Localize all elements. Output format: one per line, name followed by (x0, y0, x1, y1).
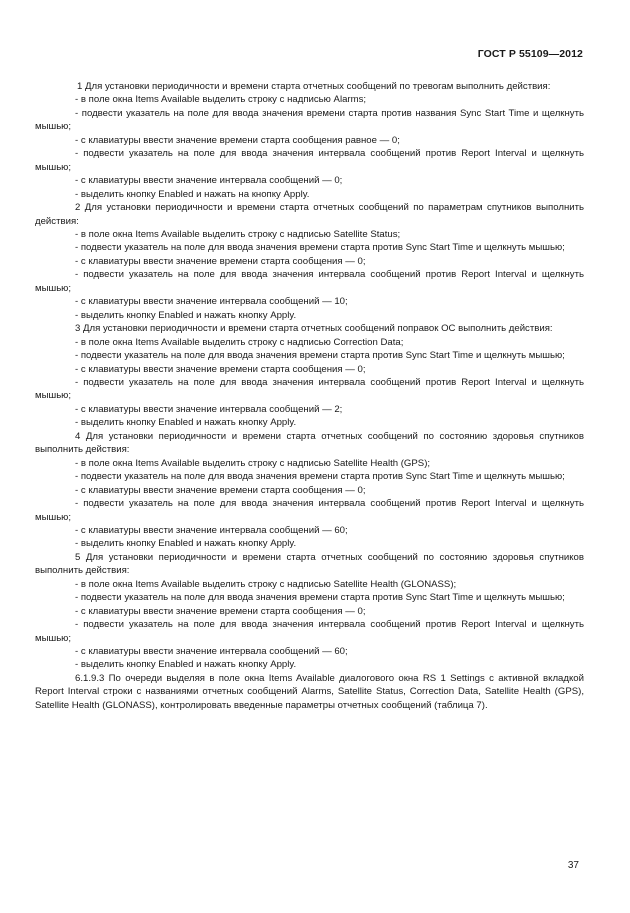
paragraph: - выделить кнопку Enabled и нажать кнопку Apply. (75, 659, 297, 671)
paragraph: 1 Для установки периодичности и времени старта отчетных сообщений по тревогам выполнить действия: (77, 81, 551, 92)
paragraph: - с клавиатуры ввести значение времени старта сообщения — 0; (75, 255, 366, 267)
page-number: 37 (567, 860, 579, 871)
paragraph: - в поле окна Items Available выделить строку с надписью Satellite Health (GLONASS); (75, 578, 457, 590)
paragraph: - подвести указатель на поле для ввода значения времени старта против Sync Start Time и щелкнуть мышью; (75, 242, 565, 254)
paragraph: - подвести указатель на поле для ввода значения интервала сообщений против Report Interval и щелкнуть мышью; (35, 376, 584, 402)
document-body (35, 80, 584, 712)
paragraph: - подвести указатель на поле для ввода значения интервала сообщений против Report Interval и щелкнуть мышью; (35, 619, 584, 644)
paragraph: - с клавиатуры ввести значение интервала сообщений — 2; (75, 403, 343, 415)
paragraph: - подвести указатель на поле для ввода значения времени старта против названия Sync Start Time и щелкнуть мышью; (35, 107, 584, 133)
paragraph: - выделить кнопку Enabled и нажать кнопку Apply. (75, 309, 297, 321)
paragraph: 6.1.9.3 По очереди выделяя в поле окна Items Available диалогового окна RS 1 Settings с активной вкладкой Report Interval строки с названиями отчетных сообщений Alarms, Satellite Status, Correction Data, Satellite Health (GPS), Satellite Health (GLONASS), контролировать введенные параметры отчетных сообщений (таблица 7). (35, 672, 584, 711)
paragraph: - с клавиатуры ввести значение интервала сообщений — 10; (75, 296, 348, 308)
paragraph: 5 Для установки периодичности и времени старта отчетных сообщений по состоянию здоровья спутников выполнить действия: (35, 551, 584, 577)
paragraph: - с клавиатуры ввести значение интервала сообщений — 0; (75, 175, 343, 187)
standard-header: ГОСТ Р 55109—2012 (477, 48, 583, 60)
paragraph: - с клавиатуры ввести значение времени старта сообщения — 0; (75, 605, 366, 617)
paragraph: - с клавиатуры ввести значение времени старта сообщения — 0; (75, 484, 366, 496)
paragraph: - в поле окна Items Available выделить строку с надписью Satellite Status; (75, 228, 401, 240)
paragraph: - с клавиатуры ввести значение интервала сообщений — 60; (75, 646, 348, 658)
paragraph: - в поле окна Items Available выделить строку с надписью Correction Data; (75, 336, 404, 348)
paragraph: - с клавиатуры ввести значение времени старта сообщения равное — 0; (75, 134, 400, 146)
paragraph: - с клавиатуры ввести значение времени старта сообщения — 0; (75, 363, 366, 375)
paragraph: - выделить кнопку Enabled и нажать кнопку Apply. (75, 538, 297, 550)
paragraph: 3 Для установки периодичности и времени старта отчетных сообщений поправок ОС выполнить действия: (75, 323, 553, 335)
paragraph: - выделить кнопку Enabled и нажать кнопку Apply. (75, 417, 297, 429)
paragraph: 2 Для установки периодичности и времени старта отчетных сообщений по параметрам спутников выполнить действия: (35, 202, 584, 227)
paragraph: - подвести указатель на поле для ввода значения времени старта против Sync Start Time и щелкнуть мышью; (75, 471, 565, 483)
paragraph: - подвести указатель на поле для ввода значения времени старта против Sync Start Time и щелкнуть мышью; (75, 592, 565, 604)
paragraph: 4 Для установки периодичности и времени старта отчетных сообщений по состоянию здоровья спутников выполнить действия: (35, 430, 584, 456)
paragraph: - подвести указатель на поле для ввода значения интервала сообщений против Report Interval и щелкнуть мышью; (35, 269, 584, 294)
paragraph: - с клавиатуры ввести значение интервала сообщений — 60; (75, 524, 348, 536)
paragraph: - в поле окна Items Available выделить строку с надписью Satellite Health (GPS); (75, 457, 431, 469)
paragraph: - в поле окна Items Available выделить строку с надписью Alarms; (75, 94, 367, 106)
paragraph: - подвести указатель на поле для ввода значения времени старта против Sync Start Time и щелкнуть мышью; (75, 350, 565, 362)
paragraph: - выделить кнопку Enabled и нажать на кнопку Apply. (75, 188, 310, 200)
paragraph: - подвести указатель на поле для ввода значения интервала сообщений против Report Interval и щелкнуть мышью; (35, 498, 584, 523)
paragraph: - подвести указатель на поле для ввода значения интервала сообщений против Report Interval и щелкнуть мышью; (35, 148, 584, 173)
